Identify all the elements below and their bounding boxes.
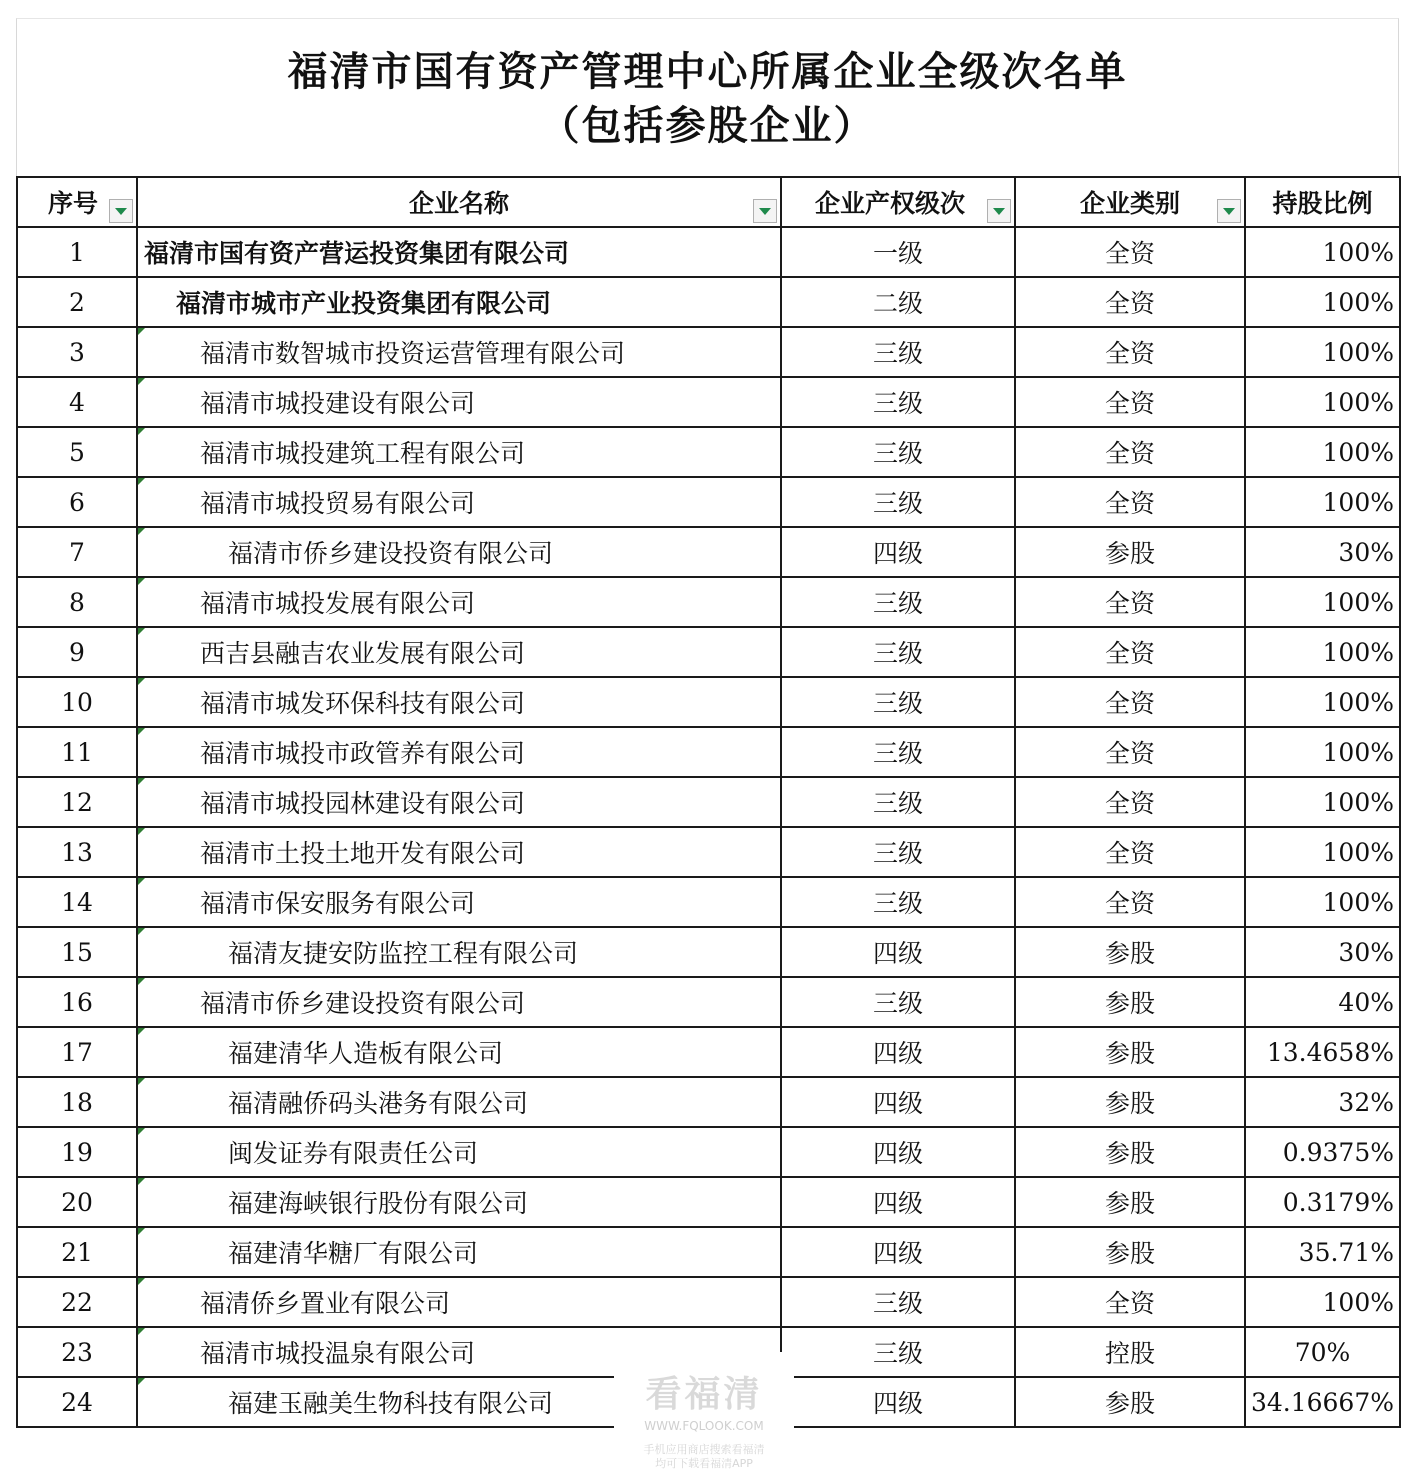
shareholding-ratio-cell[interactable]: 30% [1245,927,1400,977]
shareholding-ratio-cell[interactable]: 100% [1245,477,1400,527]
enterprise-name-cell[interactable]: 福清融侨码头港务有限公司 [137,1077,781,1127]
watermark-sub-1: 手机应用商店搜索看福清 [643,1443,765,1456]
shareholding-ratio-cell[interactable]: 100% [1245,877,1400,927]
filter-dropdown-icon[interactable] [109,199,133,223]
table-row [17,1027,1400,1077]
table-row [17,377,1400,427]
property-level-cell[interactable]: 四级 [781,1377,1015,1427]
enterprise-type-cell[interactable]: 全资 [1015,577,1245,627]
enterprise-type-cell[interactable]: 全资 [1015,277,1245,327]
enterprise-type-cell[interactable]: 全资 [1015,827,1245,877]
property-level-cell[interactable]: 三级 [781,327,1015,377]
cell-marker-icon [138,578,145,585]
row-index-cell[interactable]: 12 [17,777,137,827]
shareholding-ratio-cell[interactable]: 100% [1245,677,1400,727]
cell-marker-icon [138,528,145,535]
table-row [17,927,1400,977]
enterprise-type-cell[interactable]: 参股 [1015,1227,1245,1277]
row-index-cell[interactable]: 9 [17,627,137,677]
shareholding-ratio-cell[interactable]: 100% [1245,777,1400,827]
shareholding-ratio-cell[interactable]: 100% [1245,727,1400,777]
cell-marker-icon [138,728,145,735]
filter-dropdown-icon[interactable] [753,199,777,223]
property-level-cell[interactable]: 四级 [781,1177,1015,1227]
enterprise-name-cell[interactable]: 福清市城投温泉有限公司 [137,1327,781,1377]
enterprise-name-cell[interactable]: 福建海峡银行股份有限公司 [137,1177,781,1227]
shareholding-ratio-cell[interactable]: 0.9375% [1245,1127,1400,1177]
enterprise-type-cell[interactable]: 全资 [1015,677,1245,727]
shareholding-ratio-cell[interactable]: 100% [1245,827,1400,877]
table-row [17,477,1400,527]
enterprise-type-cell[interactable]: 全资 [1015,227,1245,277]
enterprise-name-cell[interactable]: 福清市城发环保科技有限公司 [137,677,781,727]
table-row [17,1227,1400,1277]
property-level-cell[interactable]: 三级 [781,1327,1015,1377]
property-level-cell[interactable]: 三级 [781,827,1015,877]
row-index-cell[interactable]: 23 [17,1327,137,1377]
table-row [17,1077,1400,1127]
watermark-url: WWW.FQLOOK.COM [644,1419,764,1433]
shareholding-ratio-cell[interactable]: 0.3179% [1245,1177,1400,1227]
enterprise-type-cell[interactable]: 参股 [1015,1177,1245,1227]
row-index-cell[interactable]: 1 [17,227,137,277]
property-level-cell[interactable]: 三级 [781,877,1015,927]
enterprise-name-cell[interactable]: 福清市侨乡建设投资有限公司 [137,977,781,1027]
table-row [17,777,1400,827]
cell-marker-icon [138,678,145,685]
row-index-cell[interactable]: 13 [17,827,137,877]
enterprise-type-cell[interactable]: 参股 [1015,527,1245,577]
property-level-cell[interactable]: 三级 [781,577,1015,627]
enterprise-name-cell[interactable]: 福建清华糖厂有限公司 [137,1227,781,1277]
table-row [17,577,1400,627]
table-row [17,227,1400,277]
title-line-1: 福清市国有资产管理中心所属企业全级次名单 [287,49,1128,95]
table-row [17,627,1400,677]
property-level-cell[interactable]: 四级 [781,527,1015,577]
enterprise-type-cell[interactable]: 参股 [1015,1077,1245,1127]
header-cell-name [137,177,781,227]
property-level-cell[interactable]: 四级 [781,1227,1015,1277]
shareholding-ratio-cell[interactable]: 34.16667% [1245,1377,1400,1427]
enterprise-name-cell[interactable]: 福清市城市产业投资集团有限公司 [137,277,781,327]
table-row [17,327,1400,377]
row-index-cell[interactable]: 17 [17,1027,137,1077]
shareholding-ratio-cell[interactable]: 100% [1245,627,1400,677]
header-index-label: 序号 [48,189,99,218]
property-level-cell[interactable]: 三级 [781,677,1015,727]
cell-marker-icon [138,778,145,785]
enterprise-name-cell[interactable]: 福清市城投建设有限公司 [137,377,781,427]
cell-marker-icon [138,878,145,885]
row-index-cell[interactable]: 5 [17,427,137,477]
shareholding-ratio-cell[interactable]: 40% [1245,977,1400,1027]
header-type-label: 企业类别 [1079,189,1180,218]
property-level-cell[interactable]: 一级 [781,227,1015,277]
cell-marker-icon [138,828,145,835]
shareholding-ratio-cell[interactable]: 100% [1245,377,1400,427]
table-row [17,527,1400,577]
table-row [17,1277,1400,1327]
site-watermark [614,1352,794,1474]
property-level-cell[interactable]: 三级 [781,727,1015,777]
table-row [17,1177,1400,1227]
header-row [17,177,1400,227]
table-body [17,227,1400,1427]
row-index-cell[interactable]: 21 [17,1227,137,1277]
cell-marker-icon [138,428,145,435]
cell-marker-icon [138,328,145,335]
enterprise-type-cell[interactable]: 全资 [1015,727,1245,777]
row-index-cell[interactable]: 22 [17,1277,137,1327]
shareholding-ratio-cell[interactable]: 30% [1245,527,1400,577]
watermark-sub-2: 均可下载看福清APP [655,1457,753,1470]
shareholding-ratio-cell[interactable]: 100% [1245,1277,1400,1327]
enterprise-name-cell[interactable]: 福清侨乡置业有限公司 [137,1277,781,1327]
header-level-label: 企业产权级次 [815,189,966,218]
enterprise-name-cell[interactable]: 福清市国有资产营运投资集团有限公司 [137,227,781,277]
table-row [17,877,1400,927]
sheet-title [16,18,1399,176]
row-index-cell[interactable]: 14 [17,877,137,927]
row-index-cell[interactable]: 6 [17,477,137,527]
enterprise-table [16,176,1401,1428]
filter-dropdown-icon[interactable] [1217,199,1241,223]
enterprise-type-cell[interactable]: 全资 [1015,877,1245,927]
cell-marker-icon [138,628,145,635]
property-level-cell[interactable]: 四级 [781,1027,1015,1077]
enterprise-type-cell[interactable]: 参股 [1015,1027,1245,1077]
row-index-cell[interactable]: 20 [17,1177,137,1227]
row-index-cell[interactable]: 18 [17,1077,137,1127]
table-row [17,677,1400,727]
row-index-cell[interactable]: 19 [17,1127,137,1177]
property-level-cell[interactable]: 三级 [781,777,1015,827]
property-level-cell[interactable]: 三级 [781,977,1015,1027]
shareholding-ratio-cell[interactable]: 70% [1245,1327,1400,1377]
enterprise-name-cell[interactable]: 福清市侨乡建设投资有限公司 [137,527,781,577]
shareholding-ratio-cell[interactable]: 100% [1245,427,1400,477]
enterprise-name-cell[interactable]: 闽发证券有限责任公司 [137,1127,781,1177]
row-index-cell[interactable]: 4 [17,377,137,427]
property-level-cell[interactable]: 二级 [781,277,1015,327]
cell-marker-icon [138,1378,145,1385]
header-cell-level [781,177,1015,227]
property-level-cell[interactable]: 三级 [781,1277,1015,1327]
enterprise-name-cell[interactable]: 福清市城投建筑工程有限公司 [137,427,781,477]
enterprise-type-cell[interactable]: 全资 [1015,777,1245,827]
enterprise-type-cell[interactable]: 全资 [1015,1277,1245,1327]
property-level-cell[interactable]: 三级 [781,427,1015,477]
property-level-cell[interactable]: 三级 [781,377,1015,427]
cell-marker-icon [138,928,145,935]
row-index-cell[interactable]: 15 [17,927,137,977]
enterprise-name-cell[interactable]: 西吉县融吉农业发展有限公司 [137,627,781,677]
enterprise-type-cell[interactable]: 全资 [1015,627,1245,677]
property-level-cell[interactable]: 四级 [781,1077,1015,1127]
shareholding-ratio-cell[interactable]: 35.71% [1245,1227,1400,1277]
shareholding-ratio-cell[interactable]: 100% [1245,577,1400,627]
enterprise-type-cell[interactable]: 参股 [1015,927,1245,977]
table-row [17,1127,1400,1177]
enterprise-name-cell[interactable]: 福清市城投贸易有限公司 [137,477,781,527]
property-level-cell[interactable]: 三级 [781,627,1015,677]
header-ratio-label: 持股比例 [1272,189,1373,218]
shareholding-ratio-cell[interactable]: 100% [1245,227,1400,277]
enterprise-type-cell[interactable]: 参股 [1015,1377,1245,1427]
header-cell-ratio [1245,177,1400,227]
cell-marker-icon [138,1178,145,1185]
enterprise-type-cell[interactable]: 全资 [1015,427,1245,477]
row-index-cell[interactable]: 10 [17,677,137,727]
shareholding-ratio-cell[interactable]: 13.4658% [1245,1027,1400,1077]
property-level-cell[interactable]: 四级 [781,1127,1015,1177]
shareholding-ratio-cell[interactable]: 32% [1245,1077,1400,1127]
header-cell-type [1015,177,1245,227]
shareholding-ratio-cell[interactable]: 100% [1245,277,1400,327]
row-index-cell[interactable]: 11 [17,727,137,777]
enterprise-type-cell[interactable]: 全资 [1015,327,1245,377]
cell-marker-icon [138,378,145,385]
row-index-cell[interactable]: 2 [17,277,137,327]
header-name-label: 企业名称 [408,189,509,218]
enterprise-type-cell[interactable]: 控股 [1015,1327,1245,1377]
enterprise-name-cell[interactable]: 福清友捷安防监控工程有限公司 [137,927,781,977]
cell-marker-icon [138,1128,145,1135]
watermark-logo-text: 看福清 [645,1374,763,1415]
row-index-cell[interactable]: 8 [17,577,137,627]
enterprise-type-cell[interactable]: 参股 [1015,977,1245,1027]
enterprise-name-cell[interactable]: 福清市城投发展有限公司 [137,577,781,627]
row-index-cell[interactable]: 24 [17,1377,137,1427]
filter-dropdown-icon[interactable] [987,199,1011,223]
enterprise-name-cell[interactable]: 福建玉融美生物科技有限公司 [137,1377,781,1427]
table-row [17,727,1400,777]
cell-marker-icon [138,1328,145,1335]
enterprise-name-cell[interactable]: 福清市数智城市投资运营管理有限公司 [137,327,781,377]
enterprise-type-cell[interactable]: 全资 [1015,377,1245,427]
row-index-cell[interactable]: 16 [17,977,137,1027]
enterprise-name-cell[interactable]: 福建清华人造板有限公司 [137,1027,781,1077]
table-row [17,277,1400,327]
enterprise-type-cell[interactable]: 全资 [1015,477,1245,527]
title-line-2: （包括参股企业） [539,103,876,149]
enterprise-name-cell[interactable]: 福清市保安服务有限公司 [137,877,781,927]
header-cell-index [17,177,137,227]
shareholding-ratio-cell[interactable]: 100% [1245,327,1400,377]
enterprise-name-cell[interactable]: 福清市城投园林建设有限公司 [137,777,781,827]
row-index-cell[interactable]: 3 [17,327,137,377]
cell-marker-icon [138,1078,145,1085]
table-row [17,977,1400,1027]
cell-marker-icon [138,1028,145,1035]
cell-marker-icon [138,1278,145,1285]
cell-marker-icon [138,978,145,985]
enterprise-name-cell[interactable]: 福清市土投土地开发有限公司 [137,827,781,877]
enterprise-type-cell[interactable]: 参股 [1015,1127,1245,1177]
enterprise-name-cell[interactable]: 福清市城投市政管养有限公司 [137,727,781,777]
row-index-cell[interactable]: 7 [17,527,137,577]
cell-marker-icon [138,1228,145,1235]
property-level-cell[interactable]: 四级 [781,927,1015,977]
cell-marker-icon [138,478,145,485]
property-level-cell[interactable]: 三级 [781,477,1015,527]
spreadsheet [16,18,1399,1428]
table-row [17,427,1400,477]
table-row [17,827,1400,877]
